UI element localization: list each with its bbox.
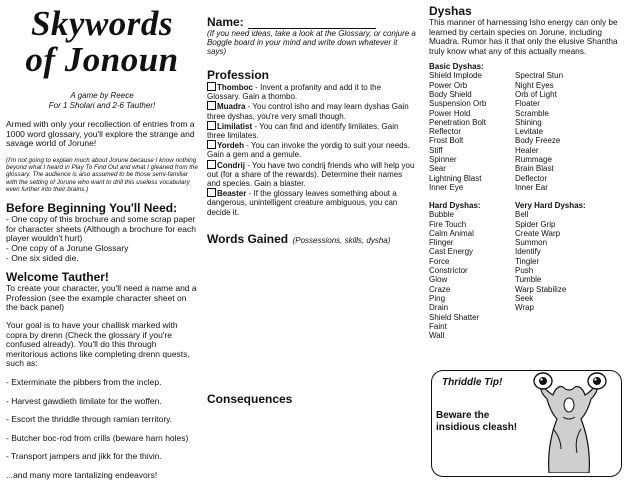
dysha-item: Reflector <box>429 127 462 137</box>
dysha-item: Identify <box>515 247 541 257</box>
dysha-item: Bell <box>515 210 529 220</box>
profession-description: - You have two condrij friends who will help you out (for a share of the rewards). Determine their names and species. Gain a blaster. <box>207 160 415 189</box>
profession-description: - You can find and identify limilates. Gain three limilates. <box>207 121 399 141</box>
requirement-item: - One copy of this brochure and some scrap paper for character sheets (Although a brochure for each player wouldn't hurt) <box>6 214 196 244</box>
profession-description: - If the glossary leaves something about a dangerous, unintelligent creature ambiguous, you can decide it. <box>207 189 398 217</box>
profession-name: Condrij <box>217 160 245 170</box>
profession-checkbox[interactable] <box>207 140 216 149</box>
profession-heading: Profession <box>207 68 270 82</box>
profession-name: Yordeh <box>217 141 244 151</box>
name-label: Name: <box>207 15 244 29</box>
quest-item: - Escort the thriddle through ramian territory. <box>6 414 173 425</box>
profession-item <box>207 188 416 217</box>
name-hint: (If you need ideas, take a look at the Glossary, or conjure a Boggle board in your mind and write down whatever it says) <box>207 29 416 56</box>
very-hard-list <box>515 210 601 312</box>
dysha-item: Suspension Orb <box>429 99 487 109</box>
dysha-item: Push <box>515 266 534 276</box>
dysha-item: Spider Grip <box>515 219 556 229</box>
profession-name: Thomboc <box>217 83 253 92</box>
game-title <box>6 6 198 78</box>
profession-checkbox[interactable] <box>207 82 216 91</box>
dysha-item: Tingler <box>515 256 540 266</box>
dysha-item: Healer <box>515 145 539 155</box>
dysha-item: Wall <box>429 331 445 341</box>
player-count-line: For 1 Sholari and 2-6 Tauther! <box>48 101 156 110</box>
profession-checkbox[interactable] <box>207 101 216 110</box>
dysha-item: Create Warp <box>515 228 561 238</box>
dysha-item: Inner Ear <box>515 182 548 192</box>
name-line <box>248 18 376 29</box>
dysha-item: Stiff <box>429 145 443 155</box>
quest-item: ...and many more tantalizing endeavors! <box>6 469 158 480</box>
profession-item <box>207 101 416 120</box>
quest-item: - Butcher boc-rod from crills (beware harn holes) <box>6 432 189 443</box>
dysha-item: Frost Bolt <box>429 136 464 146</box>
dysha-item: Power Hold <box>429 108 471 118</box>
intro-text: Armed with only your recollection of entries from a 1000 word glossary, you'll explore the strange and savage world of Jorune! <box>6 119 195 149</box>
tip-line-2: insidious cleash! <box>436 422 518 433</box>
dysha-item: Spinner <box>429 155 457 165</box>
welcome-text-1: To create your character, you'll need a name and a Profession (see the example character sheet on the back panel) <box>6 283 197 313</box>
dysha-item: Fire Touch <box>429 219 467 229</box>
dysha-item: Shield Shatter <box>429 312 480 322</box>
thriddle-illustration <box>527 369 619 473</box>
dysha-item: Night Eyes <box>515 80 554 90</box>
profession-item <box>207 140 416 159</box>
tip-body <box>436 410 517 434</box>
profession-item <box>207 82 416 101</box>
dyshas-intro: This manner of harnessing Isho energy can only be learned by certain species on Jorune, including Muadra. Rumor has it that only the elusive Shantha truly know what any of this actually means. <box>429 17 618 56</box>
dysha-item: Calm Animal <box>429 228 474 238</box>
dysha-item: Body Freeze <box>515 136 561 146</box>
basic-list-2 <box>515 71 601 192</box>
profession-description: - You control isho and may learn dyshas Gain three dyshas, you're very small though. <box>207 102 409 121</box>
dysha-item: Deflector <box>515 173 548 183</box>
welcome-text-2: Your goal is to have your challisk marked with copra by drenn (Check the glossary if you're confused already). You'll do this through meritorious actions like completing drenn quests, such as: <box>6 320 190 369</box>
dysha-item: Drain <box>429 303 449 313</box>
dysha-item: Faint <box>429 321 447 331</box>
words-subheading: (Possessions, skills, dysha) <box>292 235 391 245</box>
profession-checkbox[interactable] <box>207 188 216 197</box>
profession-checkbox[interactable] <box>207 160 216 169</box>
middle-panel <box>207 0 416 406</box>
dysha-item: Craze <box>429 284 451 294</box>
dysha-item: Warp Stabilize <box>515 284 567 294</box>
dysha-item: Floater <box>515 99 540 109</box>
dysha-item: Body Shield <box>429 89 472 99</box>
quest-list <box>6 378 198 481</box>
profession-description: - Invent a profanity and add it to the Glossary. Gain a thombo. <box>207 83 382 102</box>
hard-dyshas <box>429 201 624 340</box>
before-heading: Before Beginning You'll Need: <box>6 201 178 216</box>
dysha-item: Wrap <box>515 303 534 313</box>
before-list <box>6 215 198 263</box>
tip-line-1: Beware the <box>436 410 490 421</box>
consequences-heading: Consequences <box>207 392 293 406</box>
author-line: A game by Reece <box>70 91 134 100</box>
dysha-item: Penetration Bolt <box>429 117 486 127</box>
right-panel <box>429 0 624 340</box>
words-heading: Words Gained <box>207 231 289 246</box>
profession-item <box>207 121 416 140</box>
hard-list <box>429 210 515 340</box>
dysha-item: Orb of Light <box>515 89 557 99</box>
dysha-item: Spectral Stun <box>515 71 564 81</box>
dysha-item: Flinger <box>429 238 454 248</box>
dysha-item: Sear <box>429 164 446 174</box>
dysha-item: Bubble <box>429 210 454 220</box>
profession-name: Muadra <box>217 102 246 112</box>
name-row <box>207 16 416 29</box>
profession-name: Beaster <box>217 189 247 199</box>
dysha-item: Summon <box>515 238 548 248</box>
profession-checkbox[interactable] <box>207 121 216 130</box>
dysha-item: Shield Implode <box>429 71 482 81</box>
dysha-item: Seek <box>515 293 534 303</box>
left-panel <box>6 0 198 481</box>
profession-item <box>207 160 416 189</box>
words-gained-heading <box>207 230 416 248</box>
dysha-item: Tumble <box>515 275 542 285</box>
profession-description: - You can invoke the yordig to suit your needs. Gain a gem and a gemule. <box>207 141 410 160</box>
tip-title: Thriddle Tip! <box>442 377 503 388</box>
dysha-item: Levitate <box>515 127 544 137</box>
dysha-item: Glow <box>429 275 448 285</box>
disclaimer-text: (I'm not going to explain much about Jorune because I know nothing beyond what I heard in Play To Find Out and what I gleaned from the glossary. The audience is also assumed to be those semi-familiar with the setting of Jorune who want to drill this useless vocabulary even further into their brains.) <box>6 156 198 193</box>
welcome-heading: Welcome Tauther! <box>6 270 109 285</box>
quest-item: - Exterminate the pibbers from the inclep. <box>6 376 162 387</box>
title-line-1: Skywords <box>30 4 174 43</box>
dysha-item: Cast Energy <box>429 247 474 257</box>
dysha-item: Lightning Blast <box>429 173 482 183</box>
requirement-item: - One copy of a Jorune Glossary <box>6 243 129 254</box>
requirement-item: - One six sided die. <box>6 252 79 263</box>
very-hard-heading: Very Hard Dyshas: <box>515 201 586 211</box>
quest-item: - Transport jampers and jikk for the thivin. <box>6 451 162 462</box>
quest-item: - Harvest gawdieth limilate for the woffen. <box>6 395 162 406</box>
dysha-item: Ping <box>429 293 446 303</box>
basic-dyshas <box>429 62 624 192</box>
thriddle-tip-box <box>431 370 622 477</box>
byline <box>6 91 198 111</box>
dysha-item: Shining <box>515 117 542 127</box>
dysha-item: Force <box>429 256 450 266</box>
profession-name: Limilatist <box>217 121 253 131</box>
dysha-item: Power Orb <box>429 80 468 90</box>
basic-list <box>429 71 515 192</box>
dysha-item: Scramble <box>515 108 549 118</box>
dysha-item: Rummage <box>515 155 552 165</box>
dysha-item: Constrictor <box>429 266 468 276</box>
title-line-2: of Jonoun <box>25 40 179 79</box>
hard-heading: Hard Dyshas: <box>429 201 481 211</box>
basic-heading: Basic Dyshas: <box>429 62 484 72</box>
profession-list <box>207 82 416 217</box>
dysha-item: Inner Eye <box>429 182 464 192</box>
dyshas-heading: Dyshas <box>429 4 472 18</box>
dysha-item: Brain Blast <box>515 164 554 174</box>
